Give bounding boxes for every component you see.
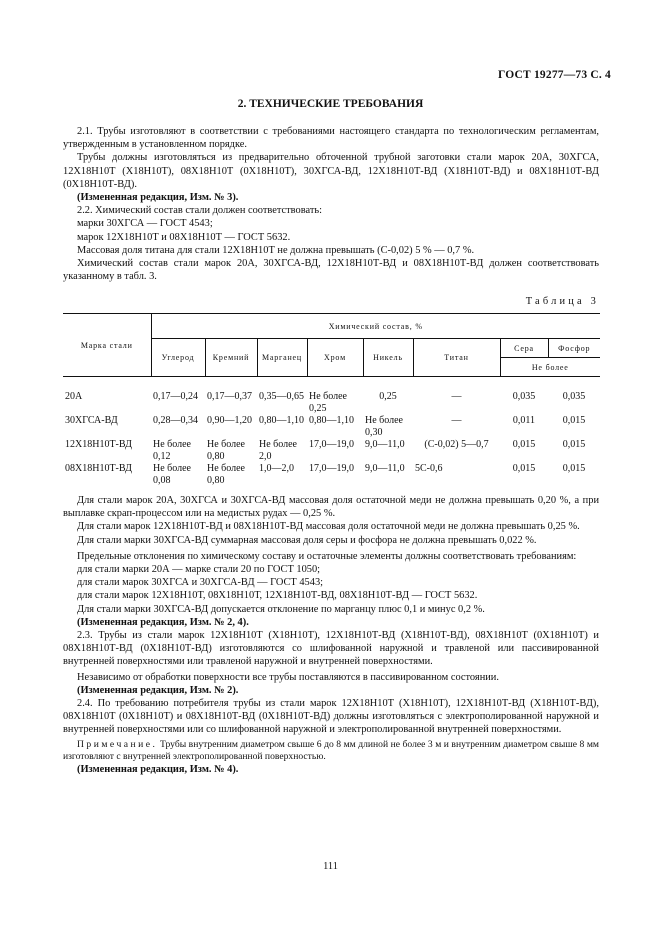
table-row	[63, 439, 600, 463]
col-header: Никель	[363, 339, 413, 377]
table-cell: Не более 0,08	[153, 463, 191, 486]
table-cell: 0,35—0,65	[259, 391, 304, 402]
table-cell: 0,011	[512, 415, 536, 426]
table-cell: 0,035	[562, 391, 586, 402]
paragraph-deviations: Предельные отклонения по химическому составу и остаточные элементы должны соответствовать требованиям:	[77, 550, 577, 562]
table-cell: 0,17—0,37	[207, 391, 252, 402]
table-cell: 0,015	[562, 463, 586, 474]
paragraph-passivated: Независимо от обработки поверхности все трубы поставляются в пассивированном состоянии.	[77, 671, 499, 683]
table-cell: 5С-0,6	[415, 463, 443, 474]
table-cell: 0,17—0,24	[153, 391, 198, 402]
chemical-composition-table	[63, 313, 600, 487]
col-brand-header: Марка стали	[63, 314, 151, 377]
table-cell: 20А	[65, 391, 83, 402]
table-cell: 0,25	[379, 391, 397, 402]
table-row	[63, 415, 600, 439]
group-header: Химический состав, %	[151, 314, 600, 339]
paragraph-2-2: 2.2. Химический состав стали должен соответствовать:	[77, 205, 322, 217]
table-cell: 0,015	[512, 463, 536, 474]
table-cell: Не более 0,80	[207, 439, 245, 462]
col-header: Углерод	[151, 339, 205, 377]
note-text: Трубы внутренним диаметром свыше 6 до 8 мм длиной не более 3 м и внутренним диаметром свыше 8 мм изготовляют с внутренней электрополированной поверхностью.	[63, 738, 599, 763]
table-cell: 12Х18Н10Т-ВД	[65, 439, 132, 450]
table-cell: Не более 0,30	[365, 415, 403, 438]
table-row	[63, 463, 600, 487]
col-header: Титан	[413, 339, 500, 377]
edit-note: (Измененная редакция, Изм. № 3).	[77, 192, 239, 204]
table-cell: 0,015	[562, 439, 586, 450]
text-block-top	[63, 125, 599, 283]
paragraph-copper-2: Для стали марок 12Х18Н10Т-ВД и 08Х18Н10Т-ВД массовая доля остаточной меди не должна превышать 0,25 %.	[77, 521, 580, 533]
table-cell: 0,28—0,34	[153, 415, 198, 426]
table-cell: 1,0—2,0	[259, 463, 294, 474]
table-cell: 9,0—11,0	[365, 463, 405, 474]
section-title: 2. ТЕХНИЧЕСКИЕ ТРЕБОВАНИЯ	[237, 98, 424, 110]
paragraph-sulfur: Для стали марки 30ХГСА-ВД суммарная массовая доля серы и фосфора не должна превышать 0,022 %.	[77, 534, 537, 546]
table-cell: 17,0—19,0	[309, 463, 354, 474]
table-cell: Не более 0,25	[309, 391, 347, 414]
paragraph-pipes: Трубы должны изготовляться из предварительно обточенной трубной заготовки стали марок 20А, 30ХГСА, 12Х18Н10Т (Х18Н10Т), 08Х18Н10Т (0Х18Н10Т), 30ХГСА-ВД, 12Х18Н10Т-ВД (Х18Н10Т-ВД) и 08Х18Н10Т-ВД (0Х18Н10Т-ВД).	[63, 152, 599, 190]
table-caption: Таблица 3	[525, 296, 599, 307]
note-label: Примечание.	[77, 738, 158, 750]
table-cell: (С-0,02) 5—0,7	[424, 439, 489, 450]
list-item: для стали марки 20А — марке стали 20 по ГОСТ 1050;	[77, 564, 321, 576]
page-header: ГОСТ 19277—73 С. 4	[498, 69, 611, 81]
paragraph-titanium: Массовая доля титана для стали 12Х18Н10Т не должна превышать (С-0,02) 5 % — 0,7 %.	[77, 244, 475, 256]
list-item: марок 12Х18Н10Т и 08Х18Н10Т — ГОСТ 5632.	[77, 231, 291, 243]
col-header: Фосфор	[548, 339, 600, 358]
paragraph-manganese: Для стали марки 30ХГСА-ВД допускается отклонение по марганцу плюс 0,1 и минус 0,2 %.	[77, 603, 485, 615]
col-header: Хром	[307, 339, 363, 377]
sub-header: Не более	[500, 358, 600, 377]
list-item: марки 30ХГСА — ГОСТ 4543;	[77, 218, 213, 230]
note-paragraph	[63, 739, 599, 764]
table-cell: 30ХГСА-ВД	[65, 415, 118, 426]
table-cell: 0,035	[512, 391, 536, 402]
text-block-bottom	[63, 494, 599, 777]
table-cell: Не более 0,12	[153, 439, 191, 462]
page-number: 111	[323, 861, 338, 872]
table-cell: Не более 0,80	[207, 463, 245, 486]
table-cell: 08Х18Н10Т-ВД	[65, 463, 132, 474]
paragraph-2-3: 2.3. Трубы из стали марок 12Х18Н10Т (Х18Н10Т), 12Х18Н10Т-ВД (Х18Н10Т-ВД), 08Х18Н10Т (0Х18Н10Т) и 08Х18Н10Т-ВД (0Х18Н10Т-ВД) изготовляются со шлифованной наружной и травленой или пассивированной внутренней поверхностями или травленой наружной и внутренней поверхностями.	[63, 630, 599, 668]
list-item: для стали марок 30ХГСА и 30ХГСА-ВД — ГОСТ 4543;	[77, 577, 324, 589]
table-cell: 0,90—1,20	[207, 415, 252, 426]
table-cell: 0,015	[512, 439, 536, 450]
edit-note: (Измененная редакция, Изм. № 2, 4).	[77, 616, 249, 628]
col-header: Кремний	[205, 339, 257, 377]
paragraph-copper-1: Для стали марок 20А, 30ХГСА и 30ХГСА-ВД массовая доля остаточной меди не должна превышать 0,20 %, а при выплавке скрап-процессом или на медистых рудах — 0,25 %.	[63, 495, 599, 520]
table-cell: 9,0—11,0	[365, 439, 405, 450]
edit-note: (Измененная редакция, Изм. № 2).	[77, 684, 239, 696]
paragraph-2-4: 2.4. По требованию потребителя трубы из стали марок 12Х18Н10Т (Х18Н10Т), 12Х18Н10Т-ВД (Х18Н10Т-ВД), 08Х18Н10Т (0Х18Н10Т) и 08Х18Н10Т-ВД (0Х18Н10Т-ВД) должны изготовляться с электрополированной наружной и внутренней поверхностями или со шлифованной наружной и электрополированной внутренней поверхностями.	[63, 698, 599, 736]
table-cell: Не более 2,0	[259, 439, 297, 462]
table-cell: 0,80—1,10	[309, 415, 354, 426]
table-row	[63, 377, 600, 416]
table-cell: —	[451, 391, 462, 402]
list-item: для стали марок 12Х18Н10Т, 08Х18Н10Т, 12Х18Н10Т-ВД, 08Х18Н10Т-ВД — ГОСТ 5632.	[77, 590, 478, 602]
paragraph-chem: Химический состав стали марок 20А, 30ХГСА-ВД, 12Х18Н10Т-ВД и 08Х18Н10Т-ВД должен соответствовать указанному в табл. 3.	[63, 258, 599, 283]
table-cell: 0,80—1,10	[259, 415, 304, 426]
edit-note: (Измененная редакция, Изм. № 4).	[77, 764, 239, 776]
table-cell: 0,015	[562, 415, 586, 426]
col-header: Марганец	[257, 339, 307, 377]
table-cell: —	[451, 415, 462, 426]
col-header: Сера	[500, 339, 548, 358]
table-cell: 17,0—19,0	[309, 439, 354, 450]
paragraph-2-1: 2.1. Трубы изготовляют в соответствии с требованиями настоящего стандарта по технологическим регламентам, утвержденным в установленном порядке.	[63, 126, 599, 151]
